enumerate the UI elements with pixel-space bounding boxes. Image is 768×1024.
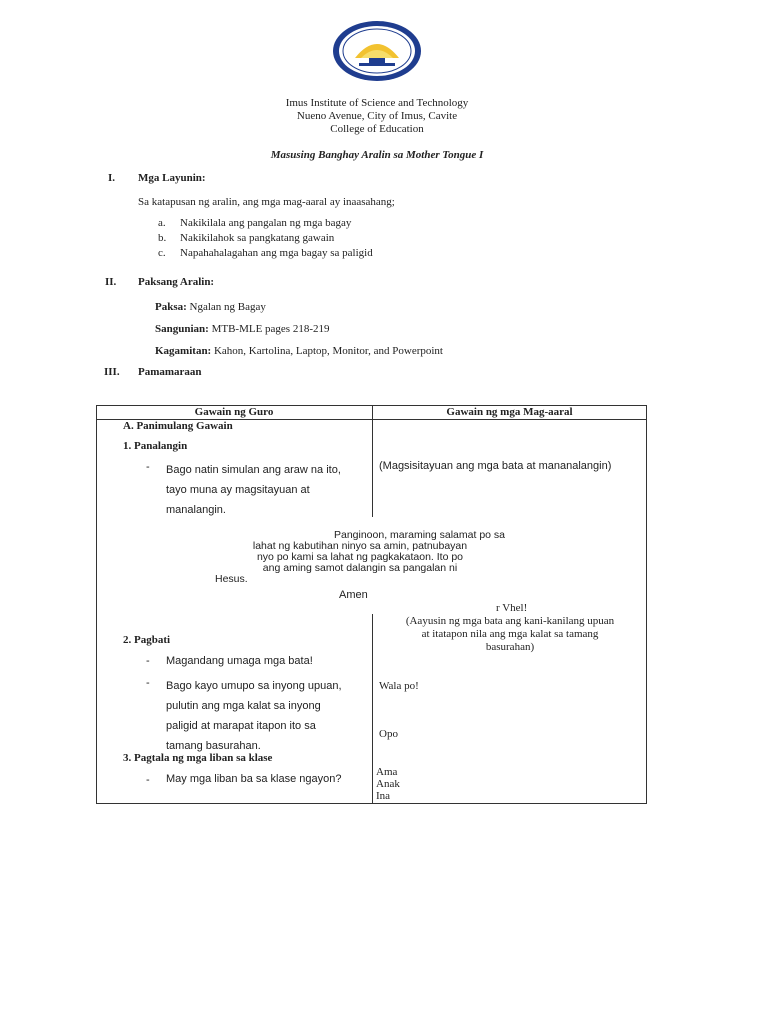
prayer-line: lahat ng kabutihan ninyo sa amin, patnubayan	[252, 540, 468, 552]
text-line: (Aayusin ng mga bata ang kani-kanilang upuan	[405, 615, 615, 627]
prayer-line: Hesus.	[215, 573, 248, 585]
prayer-line: Panginoon, maraming salamat po sa	[333, 529, 505, 541]
response-opo: Opo	[379, 728, 398, 740]
sanggunian-label: Sangunian:	[155, 323, 209, 335]
objective-item: Napahahalagahan ang mga bagay sa paligid	[180, 247, 373, 259]
bullet-dash: -	[146, 461, 150, 473]
item-2-text	[166, 676, 342, 756]
kagamitan-value: Kahon, Kartolina, Laptop, Monitor, and Powerpoint	[213, 345, 443, 357]
institution-address: Nueno Avenue, City of Imus, Cavite	[296, 110, 458, 122]
text-line: tamang basurahan.	[166, 740, 261, 752]
bullet-dash: -	[146, 655, 150, 667]
response-names	[376, 766, 400, 802]
prayer-text	[215, 530, 505, 585]
column-header-student: Gawain ng mga Mag-aaral	[446, 406, 573, 418]
response-wala-po: Wala po!	[379, 680, 419, 692]
item-3-heading: 3. Pagtala ng mga liban sa klase	[123, 752, 273, 764]
column-header-teacher: Gawain ng Guro	[194, 406, 274, 418]
text-fragment: r Vhel!	[496, 602, 528, 614]
text-line: Bago natin simulan ang araw na ito,	[166, 464, 341, 476]
name-line: Ama	[376, 766, 398, 778]
section-2-numeral: II.	[105, 276, 117, 288]
section-3-heading: Pamamaraan	[138, 366, 202, 378]
institution-name: Imus Institute of Science and Technology	[285, 97, 469, 109]
paksa-row	[155, 301, 266, 313]
bullet-dash: -	[146, 677, 150, 689]
lesson-plan-title: Masusing Banghay Aralin sa Mother Tongue I	[270, 149, 484, 161]
item-1-text	[166, 460, 341, 520]
text-line: Bago kayo umupo sa inyong upuan,	[166, 680, 342, 692]
prayer-line: nyo po kami sa lahat ng pagkakataon. Ito po	[256, 551, 464, 563]
name-line: Ina	[376, 790, 391, 802]
kagamitan-row	[155, 345, 443, 357]
paksa-value: Ngalan ng Bagay	[189, 301, 266, 313]
item-3-text: May mga liban ba sa klase ngayon?	[166, 773, 342, 785]
column-divider-upper	[372, 405, 373, 517]
item-2-greeting: Magandang umaga mga bata!	[166, 655, 313, 667]
paksa-label: Paksa:	[155, 301, 187, 313]
item-1-heading: 1. Panalangin	[123, 440, 188, 452]
part-a-heading: A. Panimulang Gawain	[123, 420, 233, 432]
text-line: at itatapon nila ang mga kalat sa tamang	[421, 628, 599, 640]
item-1-response: (Magsisitayuan ang mga bata at mananalangin)	[379, 460, 612, 472]
arrange-response	[373, 615, 647, 654]
text-line: paligid at marapat itapon ito sa	[166, 720, 316, 732]
section-1-numeral: I.	[108, 172, 116, 184]
objective-marker: a.	[158, 217, 166, 229]
section-1-heading: Mga Layunin:	[138, 172, 206, 184]
objective-marker: c.	[158, 247, 166, 259]
section-3-numeral: III.	[104, 366, 120, 378]
objective-marker: b.	[158, 232, 167, 244]
section-2-heading: Paksang Aralin:	[138, 276, 215, 288]
prayer-amen: Amen	[339, 589, 368, 601]
objective-item: Nakikilala ang pangalan ng mga bagay	[180, 217, 352, 229]
sanggunian-row	[155, 323, 330, 335]
text-line: pulutin ang mga kalat sa inyong	[166, 700, 321, 712]
objectives-intro: Sa katapusan ng aralin, ang mga mag-aaral ay inaasahang;	[138, 196, 395, 208]
institution-seal	[331, 20, 423, 82]
college-name: College of Education	[330, 123, 424, 135]
item-2-heading: 2. Pagbati	[123, 634, 171, 646]
text-line: manalangin.	[166, 504, 226, 516]
kagamitan-label: Kagamitan:	[155, 345, 212, 357]
text-line: tayo muna ay magsitayuan at	[166, 484, 310, 496]
text-line: basurahan)	[485, 641, 535, 653]
objective-item: Nakikilahok sa pangkatang gawain	[180, 232, 335, 244]
name-line: Anak	[376, 778, 400, 790]
bullet-dash: -	[146, 774, 150, 786]
prayer-line: ang aming samot dalangin sa pangalan ni	[262, 562, 458, 574]
sanggunian-value: MTB-MLE pages 218-219	[211, 323, 330, 335]
